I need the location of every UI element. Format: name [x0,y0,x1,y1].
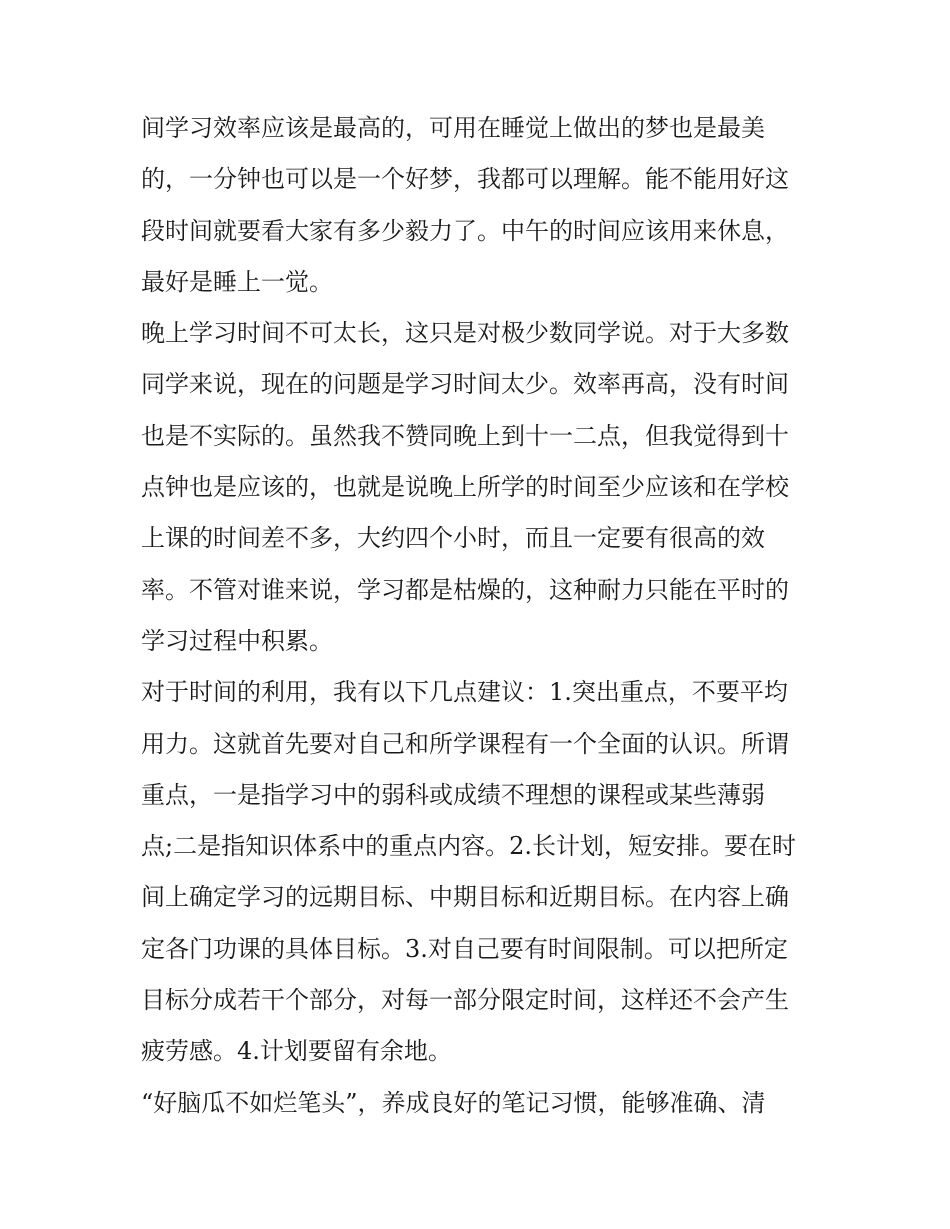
text-line: 点钟也是应该的，也就是说晚上所学的时间至少应该和在学校 [141,473,789,502]
text-line: 对于时间的利用，我有以下几点建议：1.突出重点，不要平均 [141,678,788,707]
text-line: 学习过程中积累。 [141,626,333,655]
body-text [141,103,821,1129]
text-line: 重点，一是指学习中的弱科或成绩不理想的课程或某些薄弱 [141,780,765,809]
text-line: 定各门功课的具体目标。3.对自己要有时间限制。可以把所定 [141,934,788,963]
text-line: 疲劳感。4.计划要留有余地。 [141,1037,452,1066]
text-line: 目标分成若干个部分，对每一部分限定时间，这样还不会产生 [141,986,789,1015]
text-line: 用力。这就首先要对自己和所学课程有一个全面的认识。所谓 [141,729,789,758]
text-line: 最好是睡上一觉。 [141,267,333,296]
text-line: “好脑瓜不如烂笔头”，养成良好的笔记习惯，能够准确、清 [141,1088,766,1117]
text-line: 的，一分钟也可以是一个好梦，我都可以理解。能不能用好这 [141,165,789,194]
text-line: 率。不管对谁来说，学习都是枯燥的，这种耐力只能在平时的 [141,575,789,604]
text-line: 晚上学习时间不可太长，这只是对极少数同学说。对于大多数 [141,319,789,348]
text-line: 上课的时间差不多，大约四个小时，而且一定要有很高的效 [141,524,765,553]
text-line: 同学来说，现在的问题是学习时间太少。效率再高，没有时间 [141,370,789,399]
text-line: 点;二是指知识体系中的重点内容。2.长计划，短安排。要在时 [141,832,796,861]
text-line: 段时间就要看大家有多少毅力了。中午的时间应该用来休息， [141,216,789,245]
text-line: 间学习效率应该是最高的，可用在睡觉上做出的梦也是最美 [141,114,765,142]
text-line: 间上确定学习的远期目标、中期目标和近期目标。在内容上确 [141,883,789,912]
text-line: 也是不实际的。虽然我不赞同晚上到十一二点，但我觉得到十 [141,421,789,450]
